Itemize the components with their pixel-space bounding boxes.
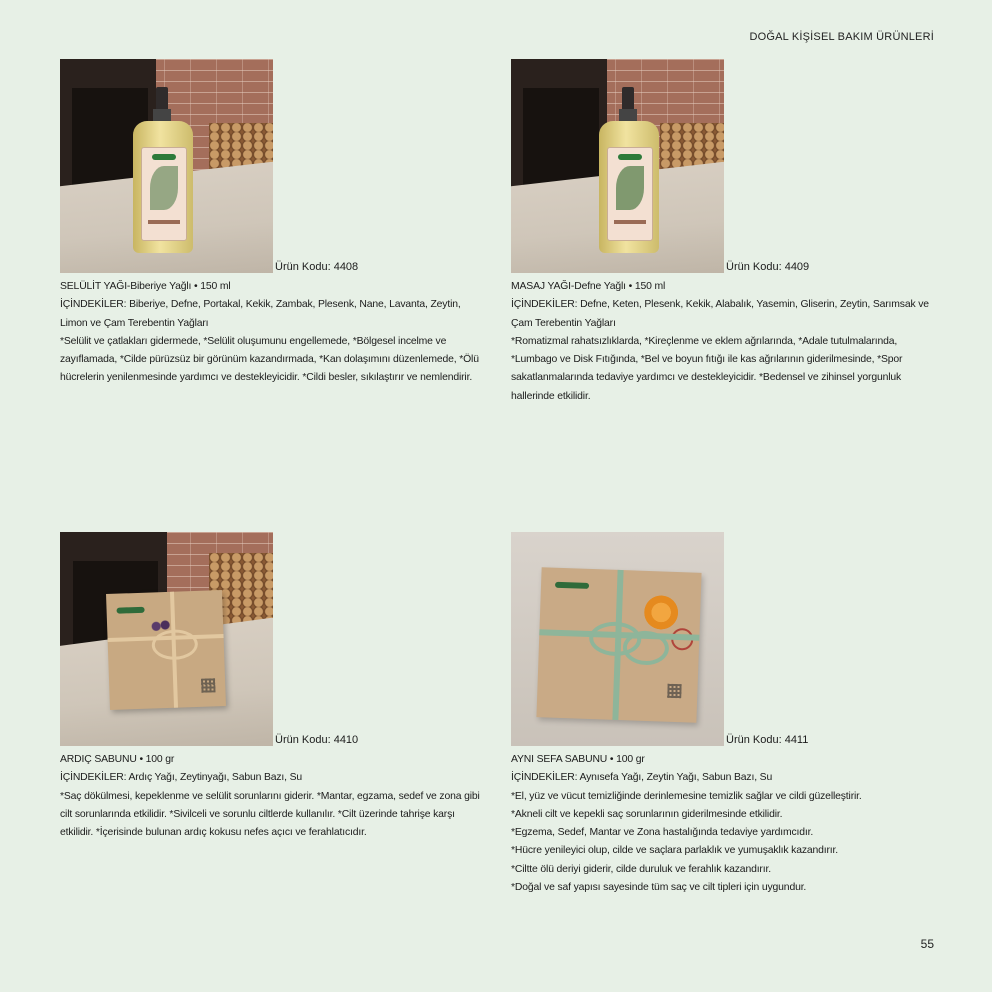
product-image-row [60, 532, 480, 746]
product-photo-massage-oil [511, 59, 724, 273]
product-ingredients: İÇİNDEKİLER: Defne, Keten, Plesenk, Kekik, Alabalık, Yasemin, Gliserin, Zeytin, Sarımsak ve Çam Terebentin Yağları [511, 299, 929, 329]
product-benefit-line: *Hücre yenileyici olup, cilde ve saçlara parlaklık ve yumuşaklık kazandırır. [511, 845, 839, 857]
product-ingredients: İÇİNDEKİLER: Aynısefa Yağı, Zeytin Yağı, Sabun Bazı, Su [511, 772, 773, 784]
product-description-block [511, 751, 931, 897]
product-card-4410 [60, 532, 480, 842]
product-benefits: *Romatizmal rahatsızlıklarda, *Kireçlenme ve eklem ağrılarında, *Adale tutulmalarında, *Lumbago ve Disk Fıtığında, *Bel ve boyun fıtığı ile kas ağrılarının giderilmesinde, *Spor sakatlanmalarında tedaviye yardımcı ve destekleyicidir. *Bedensel ve zihinsel yorgunluk hallerinde etkilidir. [511, 335, 903, 402]
product-code: Ürün Kodu: 4410 [275, 734, 359, 746]
product-benefits: *Selülit ve çatlakları gidermede, *Selülit oluşumunu engellemede, *Bölgesel incelme ve zayıflamada, *Cilde pürüzsüz bir görünüm kazandırmada, *Kan dolaşımını düzenlemede, *Ölü hücrelerin yenilenmesinde yardımcı ve destekleyicidir. *Cildi besler, sıkılaştırır ve nemlendirir. [60, 335, 479, 384]
product-title: MASAJ YAĞI-Defne Yağlı • 150 ml [511, 281, 666, 292]
page-number: 55 [920, 937, 934, 951]
product-benefits: *Saç dökülmesi, kepeklenme ve selülit sorunlarını giderir. *Mantar, egzama, sedef ve zona gibi cilt sorunlarında etkilidir. *Sivilceli ve sorunlu ciltlerde kullanılır. *Cilt üzerinde tahrişe karşı etkilidir. *İçerisinde bulunan ardıç kokusu nefes açıcı ve ferahlatıcıdır. [60, 790, 480, 839]
oil-bottle-image [133, 87, 193, 253]
product-card-4409 [511, 59, 931, 406]
product-benefit-line: *Egzema, Sedef, Mantar ve Zona hastalığında tedaviye yardımcıdır. [511, 827, 814, 839]
product-description-block [60, 751, 480, 842]
product-image-row [60, 59, 480, 273]
product-benefit-line: *Akneli cilt ve kepekli saç sorunlarının giderilmesinde etkilidir. [511, 808, 783, 820]
page-header-title: DOĞAL KİŞİSEL BAKIM ÜRÜNLERİ [749, 31, 934, 43]
product-code: Ürün Kodu: 4411 [726, 734, 809, 746]
product-photo-calendula-soap [511, 532, 724, 746]
soap-box-image [106, 590, 226, 710]
product-card-4411 [511, 532, 931, 897]
oil-bottle-image [599, 87, 659, 253]
product-ingredients: İÇİNDEKİLER: Ardıç Yağı, Zeytinyağı, Sabun Bazı, Su [60, 772, 303, 784]
product-benefit-line: *Doğal ve saf yapısı sayesinde tüm saç ve cilt tipleri için uygundur. [511, 882, 807, 894]
product-code: Ürün Kodu: 4409 [726, 261, 810, 273]
product-title: ARDIÇ SABUNU • 100 gr [60, 754, 175, 765]
product-description-block [60, 278, 480, 388]
soap-box-image [536, 567, 701, 722]
product-description-block [511, 278, 931, 406]
product-title: SELÜLİT YAĞI-Biberiye Yağlı • 150 ml [60, 281, 231, 292]
product-title: AYNI SEFA SABUNU • 100 gr [511, 754, 645, 765]
product-ingredients: İÇİNDEKİLER: Biberiye, Defne, Portakal, Kekik, Zambak, Plesenk, Nane, Lavanta, Zeytin, Limon ve Çam Terebentin Yağları [60, 299, 461, 329]
product-photo-cellulite-oil [60, 59, 273, 273]
product-benefit-line: *El, yüz ve vücut temizliğinde derinlemesine temizlik sağlar ve cildi güzelleştirir. [511, 790, 862, 802]
product-card-4408 [60, 59, 480, 388]
product-image-row [511, 59, 931, 273]
product-benefit-line: *Ciltte ölü deriyi giderir, cilde duruluk ve ferahlık kazandırır. [511, 863, 771, 875]
product-photo-juniper-soap [60, 532, 273, 746]
product-code: Ürün Kodu: 4408 [275, 261, 359, 273]
product-image-row [511, 532, 931, 746]
